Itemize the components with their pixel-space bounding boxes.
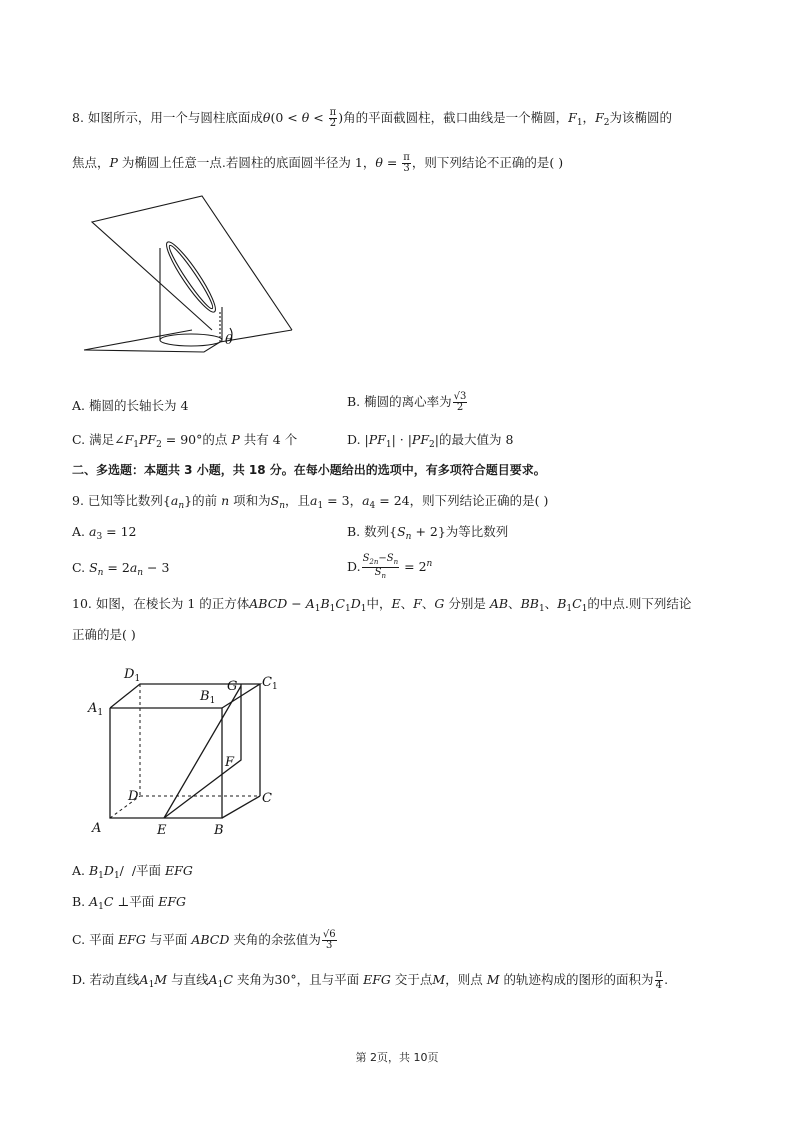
q10-option-c[interactable]: C. 平面 EFG 与平面 ABCD 夹角的余弦值为 $\frac{√6}{3}$ — [72, 929, 336, 951]
q10-label-B: B — [214, 823, 224, 838]
q10-cube-figure — [82, 660, 292, 840]
q8-option-d[interactable]: D. $|PF_1| \cdot |PF_2|$的最大值为 8 — [347, 432, 514, 450]
q10-label-C: C — [262, 791, 272, 806]
q10-label-C1: $C_1$ — [262, 675, 278, 692]
q10-stem-line2: 正确的是( ) — [72, 627, 136, 642]
q9-option-d[interactable]: D. $\frac{S_{2n}-S_n}{S_n}$ = $2^n$ — [347, 553, 433, 580]
q9-option-c[interactable]: C. $S_n = 2a_n - 3$ — [72, 560, 170, 578]
q10-option-a[interactable]: A. $B_1D_1/$ /平面 EFG — [72, 863, 193, 881]
q8-cylinder-figure — [82, 192, 302, 360]
q8-stem-line1: 8. 如图所示，用一个与圆柱底面成θ(0 < θ < $\frac{\pi}{2}$ )角的平面截圆柱，截口曲线是一个椭圆，$F_1$，$F_2$为该椭圆的 — [72, 107, 672, 129]
section2-title: 二、多选题：本题共 3 小题，共 18 分。在每小题给出的选项中，有多项符合题目要求。 — [72, 463, 546, 477]
q9-stem: 9. 已知等比数列$\{a_n\}$的前 n 项和为$S_n$，且$a_1 = 3$，$a_4 = 24$，则下列结论正确的是( ) — [72, 493, 549, 511]
q10-label-E: E — [157, 823, 167, 838]
q10-label-D1: $D_1$ — [124, 667, 141, 684]
q8-stem-line2: 焦点，P 为椭圆上任意一点.若圆柱的底面圆半径为 1，θ = $\frac{\pi}{3}$ ，则下列结论不正确的是( ) — [72, 152, 564, 174]
q8-option-c[interactable]: C. 满足$\angle F_1PF_2 = 90^\circ$的点 P 共有 4 个 — [72, 432, 298, 450]
q10-label-G: G — [227, 679, 238, 694]
q9-option-a[interactable]: A. $a_3 = 12$ — [72, 524, 137, 542]
q10-option-b[interactable]: B. $A_1C$ ⊥平面 EFG — [72, 894, 187, 912]
page-footer: 第 2页，共 10页 — [355, 1051, 439, 1064]
q8-theta-label: θ — [225, 333, 233, 348]
q8-option-a[interactable]: A. 椭圆的长轴长为 4 — [72, 398, 189, 413]
q10-option-d[interactable]: D. 若动直线$A_1M$ 与直线$A_1C$ 夹角为30°，且与平面 EFG 交于点M，则点 M 的轨迹构成的图形的面积为 $\frac{\pi}{4}$ . — [72, 969, 669, 991]
q10-label-D: D — [128, 789, 139, 804]
q8-option-b[interactable]: B. 椭圆的离心率为 $\frac{√3}{2}$ — [347, 391, 467, 413]
q9-option-b[interactable]: B. 数列$\{S_n + 2\}$为等比数列 — [347, 524, 509, 542]
q10-label-B1: $B_1$ — [200, 689, 216, 706]
q10-label-F: F — [225, 755, 235, 770]
q10-label-A1: $A_1$ — [88, 701, 104, 718]
q10-stem-line1: 10. 如图，在棱长为 1 的正方体ABCD − $A_1B_1C_1D_1$中，E、F、G 分别是 AB、$BB_1$、$B_1C_1$的中点.则下列结论 — [72, 596, 692, 614]
q10-label-A: A — [92, 821, 102, 836]
